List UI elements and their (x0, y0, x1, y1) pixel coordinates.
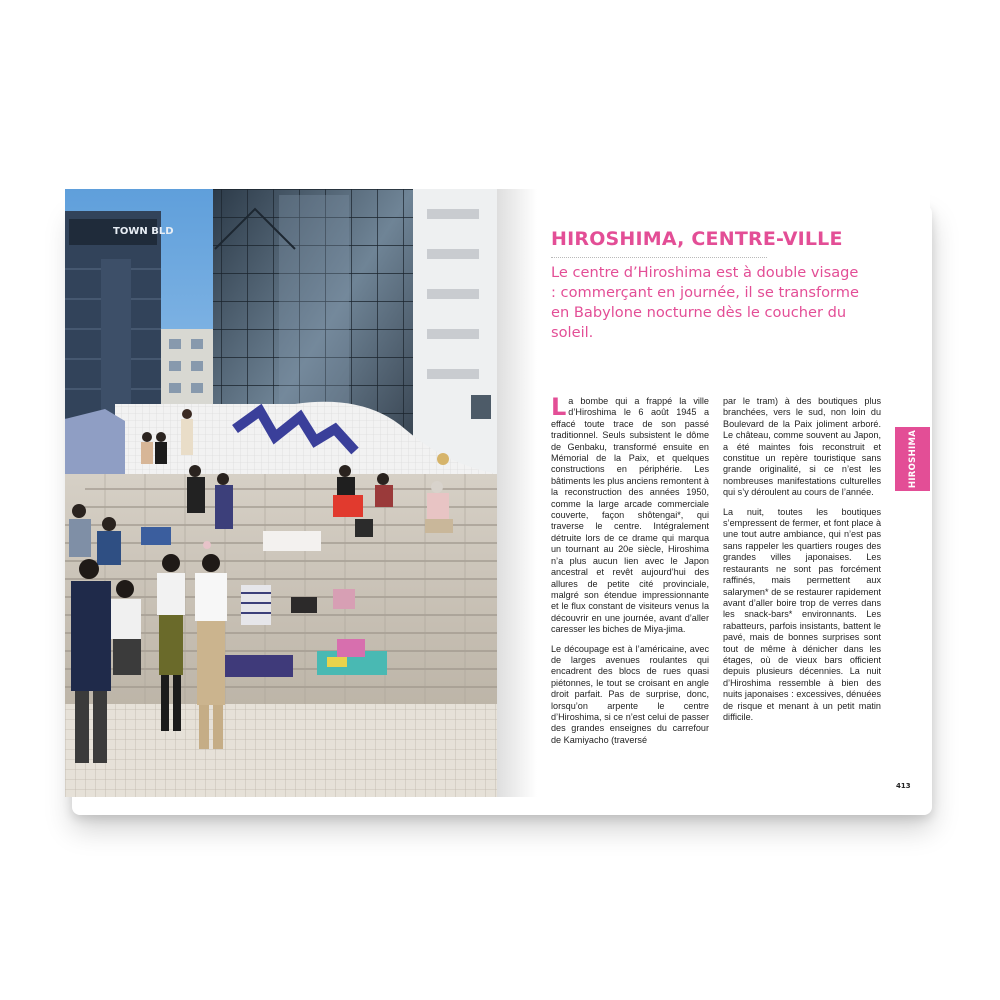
section-tab-label: HIROSHIMA (907, 429, 918, 489)
paragraph: Le découpage est à l’américaine, avec de larges avenues roulantes qui encadrent des blocs de rues quasi piétonnes, le tout se croisant en angle droit parfait. Pas de surprise, donc, lorsqu’on arpente le centre d’Hiroshima, si ce n’est celui de passer des grandes enseignes du carrefour de Kamiyacho (traversé (551, 643, 709, 745)
page-number: 413 (896, 782, 911, 790)
paragraph: par le tram) à des boutiques plus branchées, vers le sud, non loin du Boulevard de la Paix joliment arboré. Le château, comme souvent au Japon, a été maintes fois reconstruit et constitue un repère touristique sans grande originalité, si ce n’est les nombreuses manifestations culturelles qui s’y déroulent au cours de l’année. (723, 396, 881, 498)
article-lead: Le centre d’Hiroshima est à double visage : commerçant en journée, il se transforme en Babylone nocturne dès le coucher du soleil. (551, 264, 859, 341)
drop-cap: L (551, 393, 567, 421)
page-gutter-shadow (497, 189, 537, 797)
article-title: HIROSHIMA, CENTRE-VILLE (551, 228, 843, 250)
street-photo (65, 189, 497, 797)
title-divider (551, 257, 767, 258)
town-bld-sign: TOWN BLD (113, 226, 174, 237)
text-column-1 (551, 393, 709, 754)
left-page-photo (65, 189, 497, 797)
paragraph: La nuit, toutes les boutiques s’empressent de fermer, et font place à une tout autre ambiance, qui n’est pas sans rappeler les quartiers rouges des grandes villes japonaises. Les restaurants ne sont pas forcément raffinés, mais permettent aux salarymen* de se restaurer rapidement avant d’aller boire trop de verres dans les snack-bars* environnants. Les rabatteurs, parfois insistants, battent le pavé, mais de bonnes surprises sont tout de même à dénicher dans les étages, où de vieux bars officient depuis plusieurs décennies. La nuit d’Hiroshima ressemble à bien des nuits japonaises : excessives, dénuées de risque et menant à un petit matin difficile. (723, 506, 881, 722)
paragraph-text: a bombe qui a frappé la ville d’Hiroshima le 6 août 1945 a effacé toute trace de son passé traditionnel. Seuls subsistent le dôme de Genbaku, transformé ensuite en Mémorial de la Paix, et quelques constructions en périphérie. Les bâtiments les plus anciens remontent à la reconstruction des années 1950, comme la large arcade commerciale couverte, façon shôtengai*, qui traverse le centre. Intégralement détruite lors de ce drame qui marqua un tournant au 20e siècle, Hiroshima n’a plus aucun lien avec le Japon ancestral et revêt aujourd’hui des allures de petite cité provinciale, malgré son étendue impressionnante et le flux constant de visiteurs venus la découvrir en une journée, avant d’aller caresser les biches de Miya-jima. (551, 396, 709, 635)
paragraph (551, 393, 709, 636)
right-page (497, 189, 930, 797)
text-column-2 (723, 396, 881, 731)
section-tab (895, 427, 930, 491)
